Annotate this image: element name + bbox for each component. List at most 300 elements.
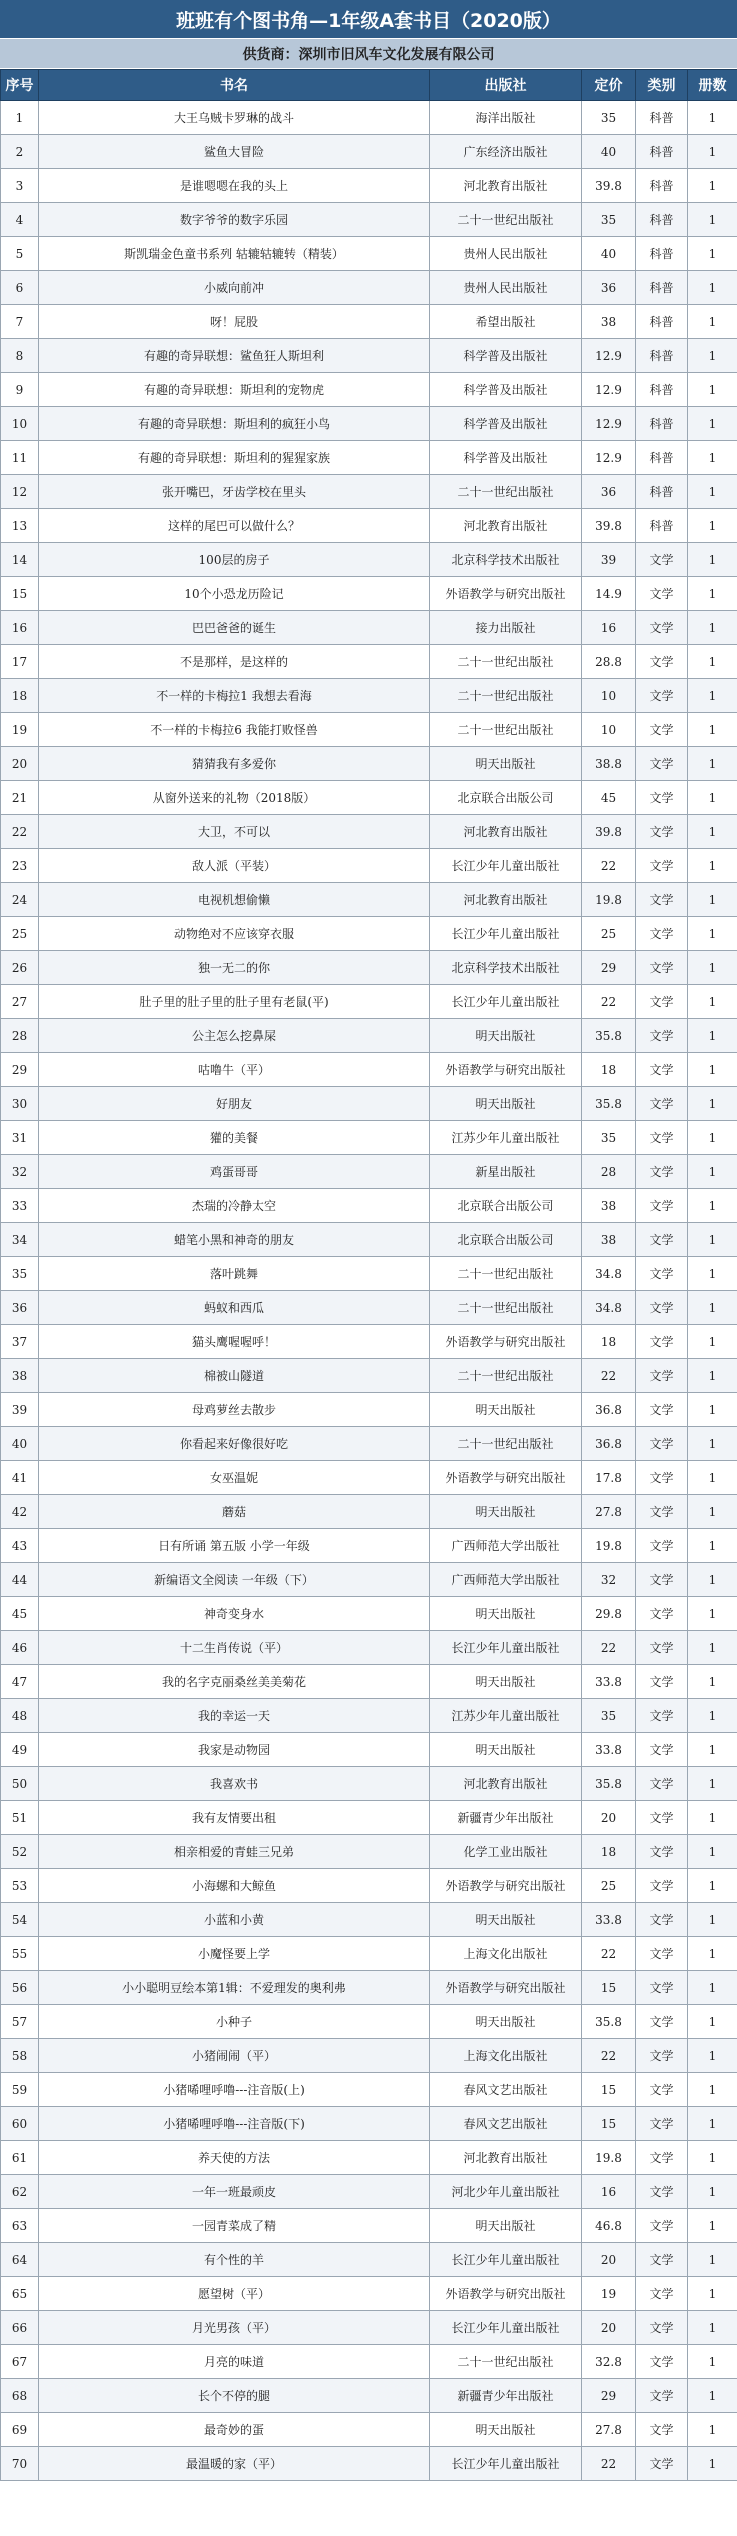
cell-title: 长个不停的腿 — [39, 2379, 430, 2413]
cell-no: 39 — [1, 1393, 39, 1427]
cell-category: 文学 — [636, 1393, 688, 1427]
table-row — [1, 271, 737, 305]
cell-quantity: 1 — [688, 2447, 737, 2481]
cell-price: 39.8 — [582, 509, 636, 543]
cell-no: 12 — [1, 475, 39, 509]
cell-no: 58 — [1, 2039, 39, 2073]
cell-category: 文学 — [636, 1223, 688, 1257]
cell-category: 文学 — [636, 815, 688, 849]
cell-title: 不是那样，是这样的 — [39, 645, 430, 679]
cell-category: 文学 — [636, 2345, 688, 2379]
cell-no: 3 — [1, 169, 39, 203]
table-row — [1, 747, 737, 781]
table-row — [1, 2379, 737, 2413]
cell-price: 36 — [582, 271, 636, 305]
cell-quantity: 1 — [688, 1869, 737, 1903]
cell-no: 55 — [1, 1937, 39, 1971]
table-row — [1, 1563, 737, 1597]
cell-publisher: 明天出版社 — [430, 1019, 582, 1053]
cell-category: 文学 — [636, 2107, 688, 2141]
cell-no: 30 — [1, 1087, 39, 1121]
cell-title: 鲨鱼大冒险 — [39, 135, 430, 169]
table-row — [1, 815, 737, 849]
cell-price: 15 — [582, 2073, 636, 2107]
cell-no: 44 — [1, 1563, 39, 1597]
cell-no: 28 — [1, 1019, 39, 1053]
cell-no: 26 — [1, 951, 39, 985]
cell-category: 文学 — [636, 1019, 688, 1053]
cell-no: 43 — [1, 1529, 39, 1563]
cell-price: 22 — [582, 2039, 636, 2073]
table-row — [1, 1053, 737, 1087]
table-row — [1, 1325, 737, 1359]
cell-publisher: 明天出版社 — [430, 1903, 582, 1937]
cell-quantity: 1 — [688, 441, 737, 475]
cell-category: 科普 — [636, 237, 688, 271]
cell-publisher: 河北少年儿童出版社 — [430, 2175, 582, 2209]
cell-quantity: 1 — [688, 1699, 737, 1733]
cell-category: 文学 — [636, 1257, 688, 1291]
cell-price: 10 — [582, 679, 636, 713]
cell-publisher: 二十一世纪出版社 — [430, 679, 582, 713]
cell-price: 25 — [582, 1869, 636, 1903]
cell-title: 小蓝和小黄 — [39, 1903, 430, 1937]
table-row — [1, 1529, 737, 1563]
cell-quantity: 1 — [688, 1087, 737, 1121]
cell-price: 35 — [582, 203, 636, 237]
cell-category: 文学 — [636, 1971, 688, 2005]
cell-price: 18 — [582, 1053, 636, 1087]
cell-category: 文学 — [636, 2277, 688, 2311]
cell-quantity: 1 — [688, 883, 737, 917]
cell-title: 神奇变身水 — [39, 1597, 430, 1631]
cell-price: 40 — [582, 237, 636, 271]
cell-category: 文学 — [636, 679, 688, 713]
cell-title: 数字爷爷的数字乐园 — [39, 203, 430, 237]
cell-publisher: 希望出版社 — [430, 305, 582, 339]
cell-price: 19.8 — [582, 883, 636, 917]
table-row — [1, 1257, 737, 1291]
cell-price: 38.8 — [582, 747, 636, 781]
cell-price: 33.8 — [582, 1665, 636, 1699]
cell-title: 是谁嗯嗯在我的头上 — [39, 169, 430, 203]
cell-publisher: 新星出版社 — [430, 1155, 582, 1189]
cell-no: 25 — [1, 917, 39, 951]
cell-no: 32 — [1, 1155, 39, 1189]
table-row — [1, 2039, 737, 2073]
cell-publisher: 外语教学与研究出版社 — [430, 577, 582, 611]
cell-quantity: 1 — [688, 917, 737, 951]
cell-title: 大卫，不可以 — [39, 815, 430, 849]
cell-title: 我的幸运一天 — [39, 1699, 430, 1733]
cell-title: 蘑菇 — [39, 1495, 430, 1529]
cell-category: 文学 — [636, 1801, 688, 1835]
cell-title: 有个性的羊 — [39, 2243, 430, 2277]
table-row — [1, 2311, 737, 2345]
cell-title: 斯凯瑞金色童书系列 轱辘轱辘转（精装） — [39, 237, 430, 271]
cell-category: 文学 — [636, 645, 688, 679]
cell-quantity: 1 — [688, 713, 737, 747]
cell-quantity: 1 — [688, 305, 737, 339]
cell-price: 34.8 — [582, 1291, 636, 1325]
table-row — [1, 1121, 737, 1155]
cell-no: 50 — [1, 1767, 39, 1801]
cell-category: 科普 — [636, 271, 688, 305]
cell-quantity: 1 — [688, 271, 737, 305]
cell-quantity: 1 — [688, 815, 737, 849]
cell-publisher: 明天出版社 — [430, 1393, 582, 1427]
cell-title: 这样的尾巴可以做什么？ — [39, 509, 430, 543]
cell-publisher: 海洋出版社 — [430, 101, 582, 135]
cell-no: 59 — [1, 2073, 39, 2107]
cell-quantity: 1 — [688, 2345, 737, 2379]
table-row — [1, 373, 737, 407]
cell-publisher: 明天出版社 — [430, 1495, 582, 1529]
cell-publisher: 科学普及出版社 — [430, 407, 582, 441]
table-row — [1, 2107, 737, 2141]
cell-price: 12.9 — [582, 441, 636, 475]
cell-title: 蜡笔小黑和神奇的朋友 — [39, 1223, 430, 1257]
cell-quantity: 1 — [688, 1427, 737, 1461]
cell-no: 52 — [1, 1835, 39, 1869]
cell-no: 56 — [1, 1971, 39, 2005]
cell-price: 35.8 — [582, 1087, 636, 1121]
cell-quantity: 1 — [688, 2005, 737, 2039]
cell-quantity: 1 — [688, 577, 737, 611]
table-row — [1, 101, 737, 135]
cell-price: 33.8 — [582, 1733, 636, 1767]
cell-category: 文学 — [636, 2447, 688, 2481]
cell-title: 小海螺和大鲸鱼 — [39, 1869, 430, 1903]
cell-quantity: 1 — [688, 679, 737, 713]
cell-category: 文学 — [636, 1835, 688, 1869]
column-header-no: 序号 — [1, 70, 39, 101]
cell-category: 文学 — [636, 2243, 688, 2277]
cell-quantity: 1 — [688, 407, 737, 441]
cell-price: 38 — [582, 1189, 636, 1223]
cell-category: 科普 — [636, 373, 688, 407]
cell-no: 1 — [1, 101, 39, 135]
cell-price: 36.8 — [582, 1427, 636, 1461]
cell-no: 47 — [1, 1665, 39, 1699]
cell-no: 29 — [1, 1053, 39, 1087]
cell-publisher: 广东经济出版社 — [430, 135, 582, 169]
table-row — [1, 1189, 737, 1223]
cell-category: 科普 — [636, 305, 688, 339]
cell-quantity: 1 — [688, 1767, 737, 1801]
cell-quantity: 1 — [688, 2413, 737, 2447]
cell-no: 38 — [1, 1359, 39, 1393]
cell-category: 文学 — [636, 1903, 688, 1937]
table-row — [1, 135, 737, 169]
cell-price: 19.8 — [582, 2141, 636, 2175]
cell-title: 养天使的方法 — [39, 2141, 430, 2175]
cell-no: 70 — [1, 2447, 39, 2481]
cell-title: 小魔怪要上学 — [39, 1937, 430, 1971]
cell-no: 62 — [1, 2175, 39, 2209]
table-row — [1, 237, 737, 271]
cell-publisher: 北京科学技术出版社 — [430, 543, 582, 577]
cell-publisher: 接力出版社 — [430, 611, 582, 645]
cell-price: 27.8 — [582, 2413, 636, 2447]
cell-no: 19 — [1, 713, 39, 747]
cell-no: 40 — [1, 1427, 39, 1461]
cell-no: 2 — [1, 135, 39, 169]
cell-quantity: 1 — [688, 1257, 737, 1291]
cell-category: 文学 — [636, 1699, 688, 1733]
cell-category: 科普 — [636, 407, 688, 441]
column-header-category: 类别 — [636, 70, 688, 101]
cell-quantity: 1 — [688, 747, 737, 781]
cell-quantity: 1 — [688, 1529, 737, 1563]
cell-no: 64 — [1, 2243, 39, 2277]
cell-category: 科普 — [636, 135, 688, 169]
table-row — [1, 543, 737, 577]
table-row — [1, 1835, 737, 1869]
cell-category: 文学 — [636, 1733, 688, 1767]
cell-price: 29 — [582, 2379, 636, 2413]
cell-no: 24 — [1, 883, 39, 917]
cell-title: 杰瑞的冷静太空 — [39, 1189, 430, 1223]
cell-no: 33 — [1, 1189, 39, 1223]
table-row — [1, 1869, 737, 1903]
table-row — [1, 1427, 737, 1461]
cell-publisher: 外语教学与研究出版社 — [430, 1869, 582, 1903]
cell-publisher: 外语教学与研究出版社 — [430, 2277, 582, 2311]
cell-title: 愿望树（平） — [39, 2277, 430, 2311]
table-row — [1, 2209, 737, 2243]
cell-price: 33.8 — [582, 1903, 636, 1937]
cell-quantity: 1 — [688, 237, 737, 271]
cell-publisher: 长江少年儿童出版社 — [430, 985, 582, 1019]
cell-quantity: 1 — [688, 2141, 737, 2175]
cell-price: 15 — [582, 2107, 636, 2141]
cell-category: 文学 — [636, 713, 688, 747]
cell-quantity: 1 — [688, 373, 737, 407]
table-row — [1, 1495, 737, 1529]
cell-category: 科普 — [636, 339, 688, 373]
cell-category: 文学 — [636, 1461, 688, 1495]
cell-publisher: 河北教育出版社 — [430, 1767, 582, 1801]
cell-no: 41 — [1, 1461, 39, 1495]
cell-title: 我的名字克丽桑丝美美菊花 — [39, 1665, 430, 1699]
sheet-title: 班班有个图书角—1年级A套书目（2020版） — [0, 0, 737, 39]
cell-publisher: 长江少年儿童出版社 — [430, 2447, 582, 2481]
table-row — [1, 645, 737, 679]
cell-quantity: 1 — [688, 135, 737, 169]
table-row — [1, 1937, 737, 1971]
supplier-line: 供货商：深圳市旧风车文化发展有限公司 — [0, 39, 737, 69]
cell-price: 35 — [582, 101, 636, 135]
cell-category: 文学 — [636, 951, 688, 985]
cell-publisher: 明天出版社 — [430, 1665, 582, 1699]
cell-title: 月亮的味道 — [39, 2345, 430, 2379]
cell-category: 文学 — [636, 1631, 688, 1665]
cell-title: 好朋友 — [39, 1087, 430, 1121]
cell-no: 68 — [1, 2379, 39, 2413]
cell-category: 文学 — [636, 1529, 688, 1563]
cell-title: 我家是动物园 — [39, 1733, 430, 1767]
cell-no: 13 — [1, 509, 39, 543]
cell-price: 22 — [582, 1359, 636, 1393]
cell-title: 小猪闹闹（平） — [39, 2039, 430, 2073]
cell-publisher: 明天出版社 — [430, 2005, 582, 2039]
table-row — [1, 203, 737, 237]
cell-category: 文学 — [636, 1325, 688, 1359]
cell-title: 电视机想偷懒 — [39, 883, 430, 917]
cell-price: 39 — [582, 543, 636, 577]
cell-price: 32.8 — [582, 2345, 636, 2379]
table-row — [1, 2243, 737, 2277]
cell-quantity: 1 — [688, 2311, 737, 2345]
cell-category: 文学 — [636, 2141, 688, 2175]
cell-price: 22 — [582, 1937, 636, 1971]
cell-publisher: 贵州人民出版社 — [430, 237, 582, 271]
cell-publisher: 明天出版社 — [430, 2413, 582, 2447]
cell-category: 文学 — [636, 1869, 688, 1903]
cell-publisher: 二十一世纪出版社 — [430, 2345, 582, 2379]
cell-category: 文学 — [636, 1121, 688, 1155]
cell-title: 有趣的奇异联想：斯坦利的猩猩家族 — [39, 441, 430, 475]
table-row — [1, 2175, 737, 2209]
cell-no: 22 — [1, 815, 39, 849]
table-header-row — [1, 70, 737, 101]
cell-quantity: 1 — [688, 2107, 737, 2141]
cell-no: 65 — [1, 2277, 39, 2311]
table-row — [1, 951, 737, 985]
book-rows — [1, 101, 737, 2481]
cell-publisher: 河北教育出版社 — [430, 815, 582, 849]
cell-no: 49 — [1, 1733, 39, 1767]
cell-category: 文学 — [636, 781, 688, 815]
cell-quantity: 1 — [688, 1631, 737, 1665]
cell-publisher: 贵州人民出版社 — [430, 271, 582, 305]
cell-price: 35 — [582, 1121, 636, 1155]
column-header-quantity: 册数 — [688, 70, 737, 101]
cell-publisher: 明天出版社 — [430, 1087, 582, 1121]
cell-category: 文学 — [636, 543, 688, 577]
cell-title: 女巫温妮 — [39, 1461, 430, 1495]
cell-price: 29 — [582, 951, 636, 985]
table-row — [1, 985, 737, 1019]
cell-category: 文学 — [636, 577, 688, 611]
cell-publisher: 二十一世纪出版社 — [430, 1257, 582, 1291]
cell-quantity: 1 — [688, 543, 737, 577]
table-row — [1, 917, 737, 951]
cell-title: 相亲相爱的青蛙三兄弟 — [39, 1835, 430, 1869]
cell-title: 新编语文全阅读 一年级（下） — [39, 1563, 430, 1597]
cell-price: 35.8 — [582, 1767, 636, 1801]
cell-price: 15 — [582, 1971, 636, 2005]
cell-category: 文学 — [636, 985, 688, 1019]
cell-title: 巴巴爸爸的诞生 — [39, 611, 430, 645]
cell-no: 66 — [1, 2311, 39, 2345]
cell-title: 10个小恐龙历险记 — [39, 577, 430, 611]
cell-title: 我有友情要出租 — [39, 1801, 430, 1835]
cell-no: 27 — [1, 985, 39, 1019]
cell-no: 61 — [1, 2141, 39, 2175]
table-row — [1, 1971, 737, 2005]
cell-category: 科普 — [636, 441, 688, 475]
cell-no: 10 — [1, 407, 39, 441]
cell-no: 11 — [1, 441, 39, 475]
cell-no: 6 — [1, 271, 39, 305]
cell-price: 32 — [582, 1563, 636, 1597]
cell-price: 38 — [582, 305, 636, 339]
cell-title: 动物绝对不应该穿衣服 — [39, 917, 430, 951]
cell-category: 文学 — [636, 747, 688, 781]
cell-publisher: 二十一世纪出版社 — [430, 1359, 582, 1393]
table-row — [1, 1393, 737, 1427]
cell-category: 文学 — [636, 1053, 688, 1087]
cell-publisher: 外语教学与研究出版社 — [430, 1053, 582, 1087]
cell-quantity: 1 — [688, 2175, 737, 2209]
cell-no: 21 — [1, 781, 39, 815]
cell-no: 60 — [1, 2107, 39, 2141]
cell-no: 20 — [1, 747, 39, 781]
cell-category: 文学 — [636, 1155, 688, 1189]
cell-price: 10 — [582, 713, 636, 747]
table-row — [1, 781, 737, 815]
cell-quantity: 1 — [688, 611, 737, 645]
cell-no: 14 — [1, 543, 39, 577]
table-row — [1, 713, 737, 747]
cell-price: 16 — [582, 2175, 636, 2209]
table-row — [1, 1291, 737, 1325]
column-header-title: 书名 — [39, 70, 430, 101]
cell-quantity: 1 — [688, 1223, 737, 1257]
cell-title: 月光男孩（平） — [39, 2311, 430, 2345]
cell-price: 28 — [582, 1155, 636, 1189]
cell-category: 文学 — [636, 2175, 688, 2209]
cell-quantity: 1 — [688, 1495, 737, 1529]
cell-quantity: 1 — [688, 169, 737, 203]
cell-title: 棉被山隧道 — [39, 1359, 430, 1393]
table-row — [1, 339, 737, 373]
table-row — [1, 1461, 737, 1495]
cell-publisher: 河北教育出版社 — [430, 509, 582, 543]
cell-quantity: 1 — [688, 2209, 737, 2243]
cell-publisher: 北京联合出版公司 — [430, 1223, 582, 1257]
table-row — [1, 849, 737, 883]
cell-publisher: 河北教育出版社 — [430, 169, 582, 203]
cell-publisher: 上海文化出版社 — [430, 2039, 582, 2073]
cell-price: 19.8 — [582, 1529, 636, 1563]
table-row — [1, 1631, 737, 1665]
cell-title: 有趣的奇异联想：斯坦利的疯狂小鸟 — [39, 407, 430, 441]
cell-no: 34 — [1, 1223, 39, 1257]
cell-publisher: 二十一世纪出版社 — [430, 1427, 582, 1461]
cell-category: 文学 — [636, 1597, 688, 1631]
cell-no: 5 — [1, 237, 39, 271]
cell-quantity: 1 — [688, 2277, 737, 2311]
cell-title: 咕噜牛（平） — [39, 1053, 430, 1087]
column-header-publisher: 出版社 — [430, 70, 582, 101]
cell-no: 46 — [1, 1631, 39, 1665]
cell-price: 36 — [582, 475, 636, 509]
cell-category: 文学 — [636, 2379, 688, 2413]
table-row — [1, 441, 737, 475]
cell-quantity: 1 — [688, 1801, 737, 1835]
cell-publisher: 新疆青少年出版社 — [430, 1801, 582, 1835]
cell-publisher: 科学普及出版社 — [430, 373, 582, 407]
table-row — [1, 475, 737, 509]
table-row — [1, 2073, 737, 2107]
cell-no: 63 — [1, 2209, 39, 2243]
cell-title: 独一无二的你 — [39, 951, 430, 985]
cell-quantity: 1 — [688, 1597, 737, 1631]
cell-publisher: 科学普及出版社 — [430, 441, 582, 475]
